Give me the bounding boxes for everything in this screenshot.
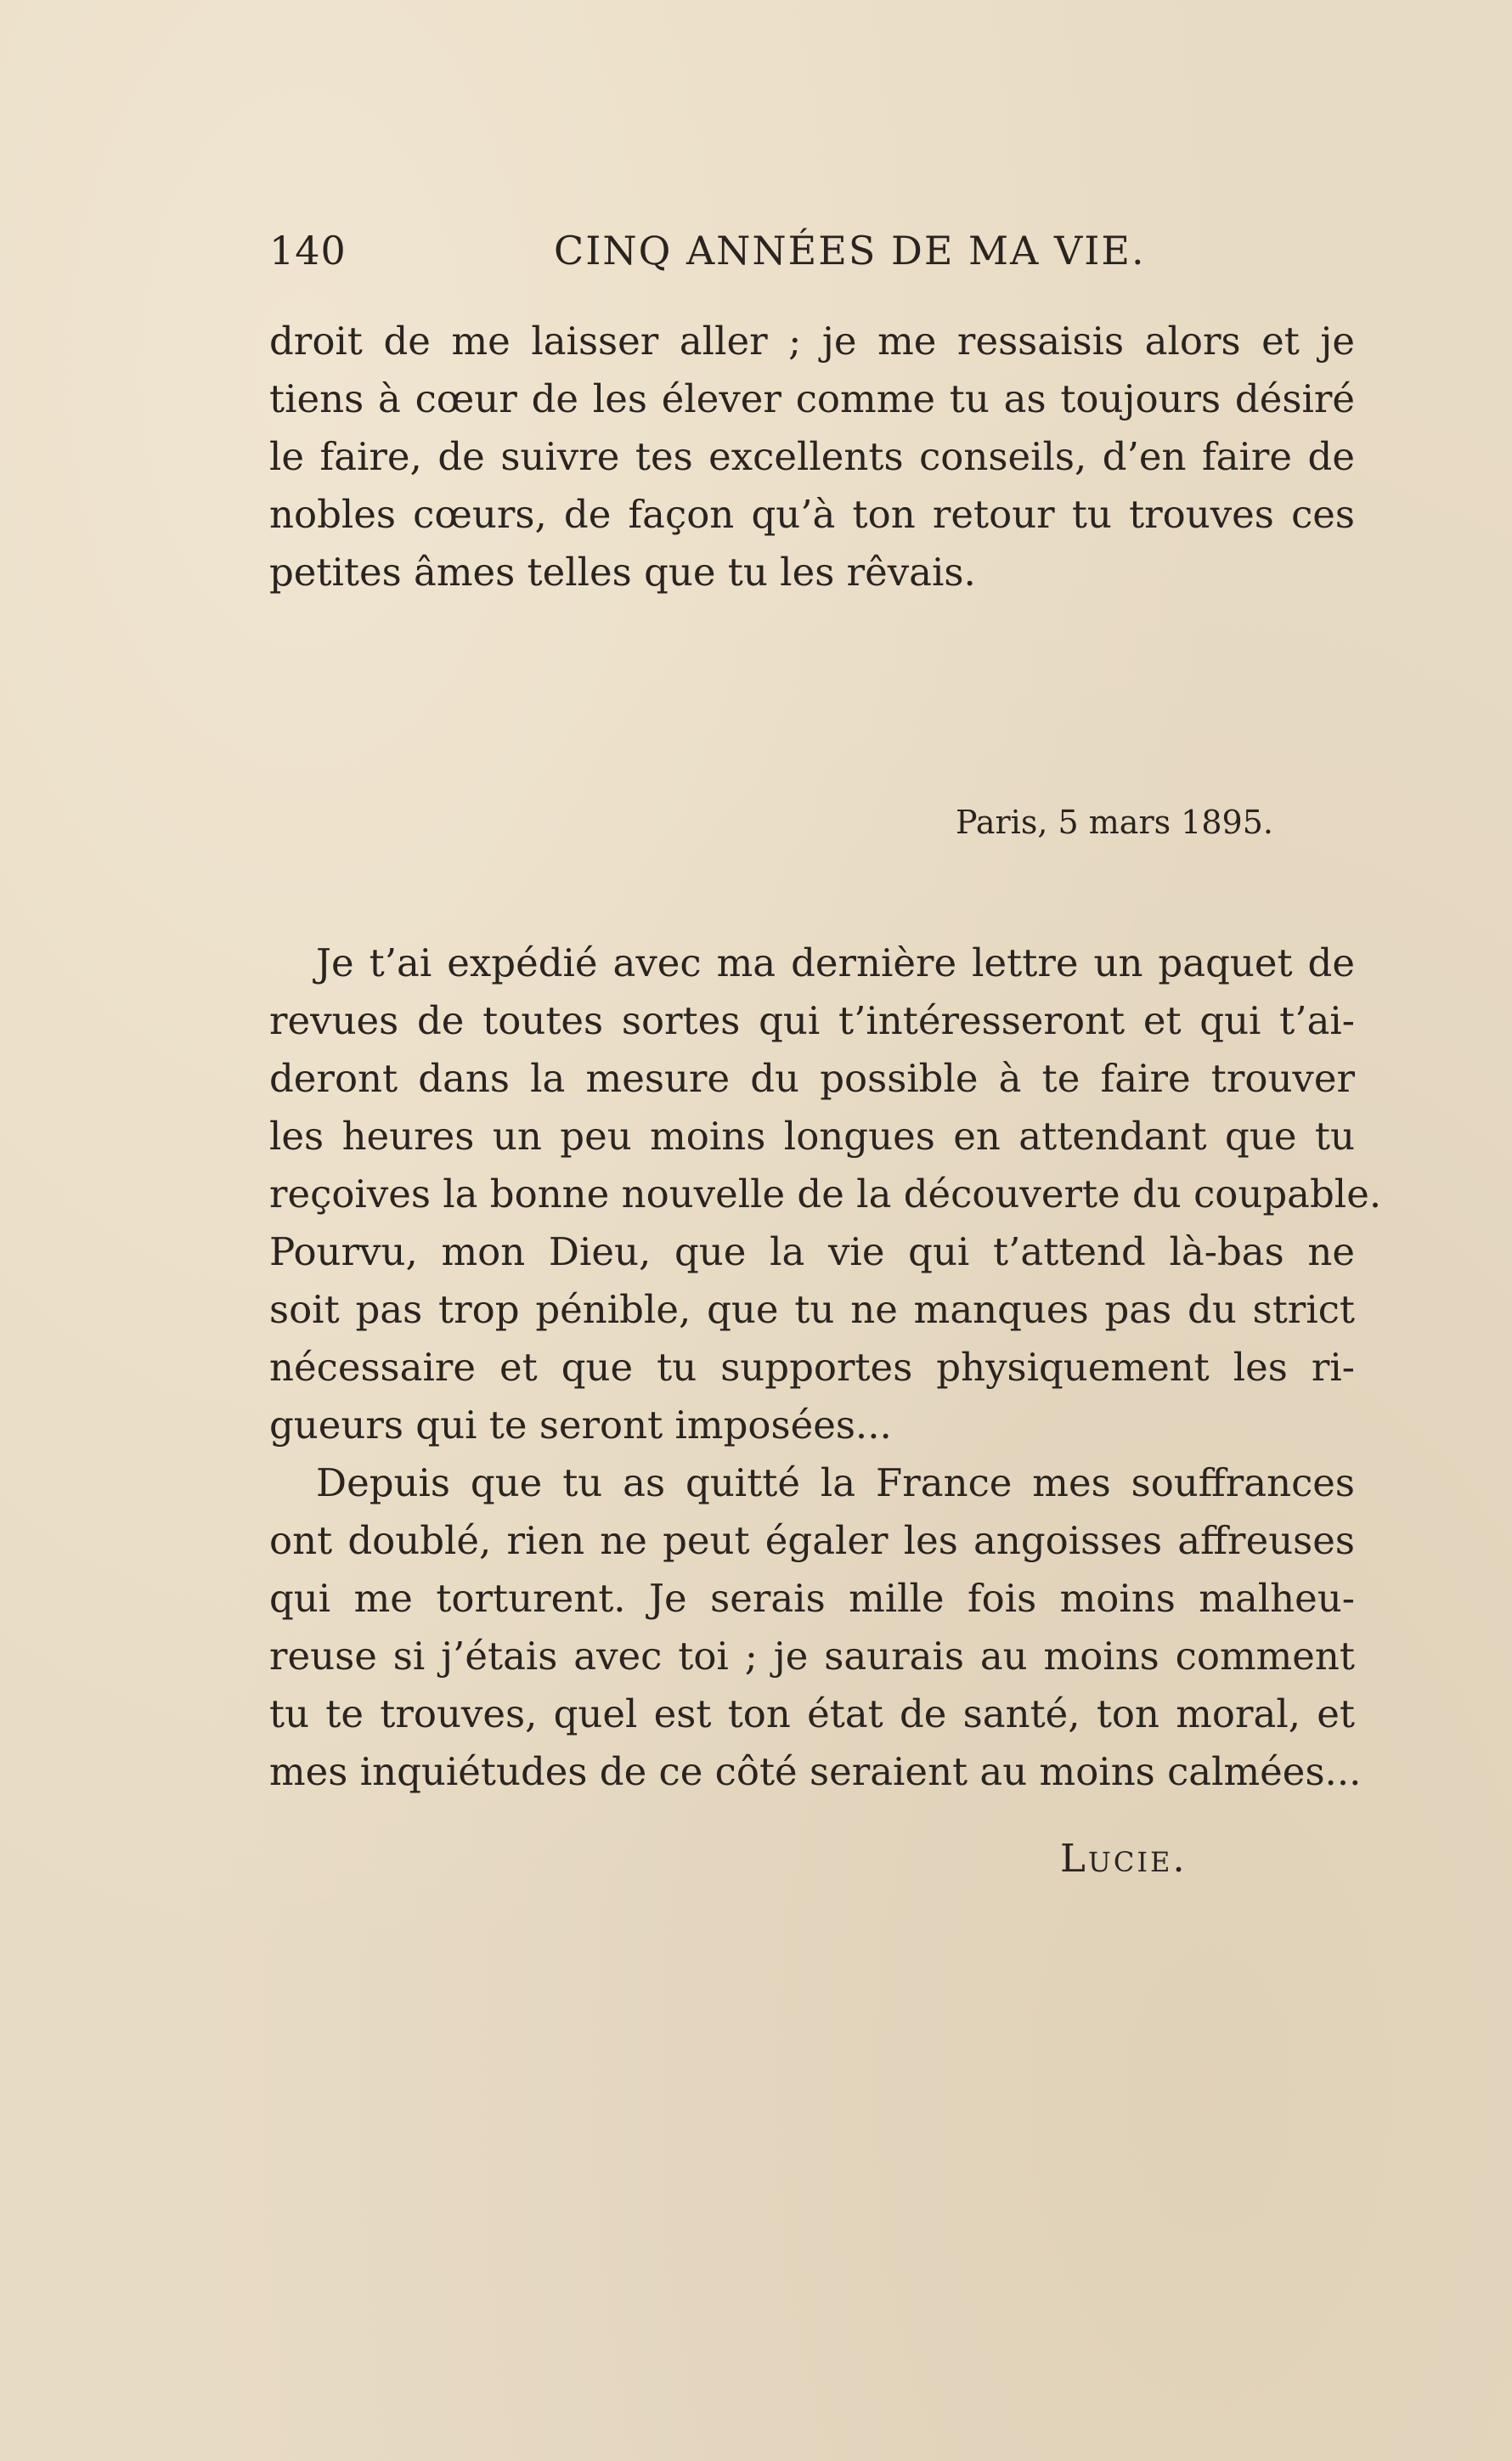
text-line: nécessaire et que tu supportes physiquement les ri- — [269, 1345, 1355, 1390]
text-line: Depuis que tu as quitté la France mes souffrances — [316, 1460, 1355, 1505]
text-line: deront dans la mesure du possible à te faire trouver — [269, 1056, 1355, 1101]
text-line: reçoives la bonne nouvelle de la découverte du coupable. — [269, 1171, 1382, 1216]
text-line: Pourvu, mon Dieu, que la vie qui t’attend là-bas ne — [269, 1229, 1355, 1274]
letter-signature: Lucie. — [1060, 1836, 1188, 1881]
running-title: CINQ ANNÉES DE MA VIE. — [554, 228, 1146, 274]
text-line: revues de toutes sortes qui t’intéresseront et qui t’ai- — [269, 998, 1355, 1043]
page-header — [269, 228, 1355, 279]
text-line: qui me torturent. Je serais mille fois moins malheu- — [269, 1576, 1355, 1621]
text-line: tu te trouves, quel est ton état de santé, ton moral, et — [269, 1691, 1355, 1736]
text-line: le faire, de suivre tes excellents conseils, d’en faire de — [269, 434, 1355, 479]
text-line: gueurs qui te seront imposées... — [269, 1403, 892, 1448]
text-line: mes inquiétudes de ce côté seraient au moins calmées... — [269, 1749, 1362, 1794]
text-line: tiens à cœur de les élever comme tu as toujours désiré — [269, 376, 1355, 421]
text-line: ont doublé, rien ne peut égaler les angoisses affreuses — [269, 1518, 1355, 1563]
text-line: reuse si j’étais avec toi ; je saurais au moins comment — [269, 1634, 1355, 1679]
page-number: 140 — [269, 228, 347, 274]
text-line: les heures un peu moins longues en attendant que tu — [269, 1114, 1355, 1159]
text-line: nobles cœurs, de façon qu’à ton retour tu trouves ces — [269, 492, 1355, 537]
text-line: Je t’ai expédié avec ma dernière lettre un paquet de — [316, 940, 1355, 985]
text-line: droit de me laisser aller ; je me ressaisis alors et je — [269, 319, 1355, 364]
text-line: soit pas trop pénible, que tu ne manques pas du strict — [269, 1287, 1355, 1332]
text-line: petites âmes telles que tu les rêvais. — [269, 550, 976, 595]
letter-dateline: Paris, 5 mars 1895. — [956, 804, 1273, 841]
